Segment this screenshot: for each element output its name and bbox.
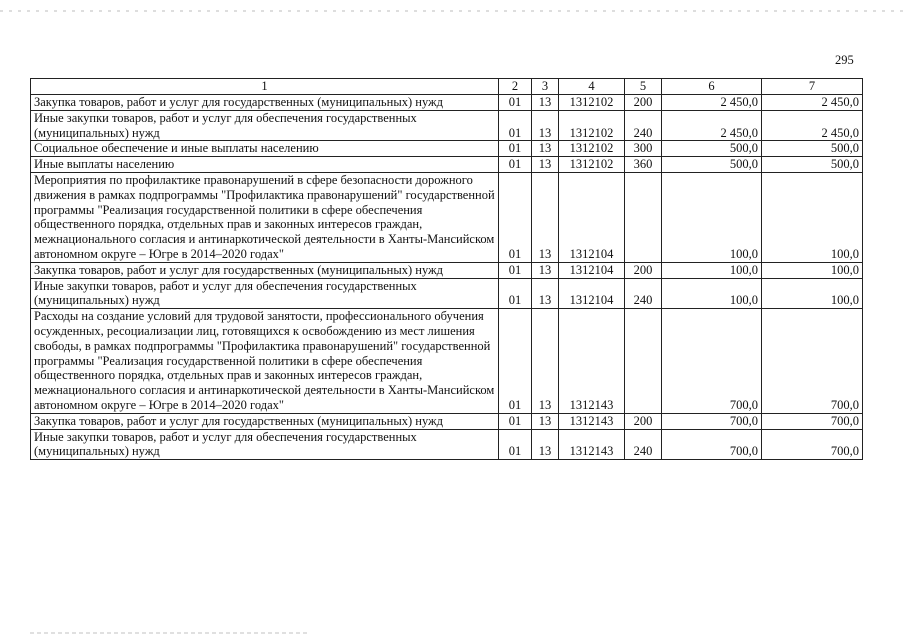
row-amount-col7: 100,0 xyxy=(762,278,863,309)
budget-table xyxy=(30,78,863,460)
row-target-article-code: 1312102 xyxy=(559,110,625,141)
row-section-code: 01 xyxy=(499,110,532,141)
table-row xyxy=(31,110,863,141)
row-subsection-code: 13 xyxy=(532,110,559,141)
row-target-article-code: 1312104 xyxy=(559,172,625,262)
row-section-code: 01 xyxy=(499,413,532,429)
column-header: 7 xyxy=(762,79,863,95)
row-section-code: 01 xyxy=(499,278,532,309)
column-header: 1 xyxy=(31,79,499,95)
row-description: Закупка товаров, работ и услуг для государственных (муниципальных) нужд xyxy=(31,413,499,429)
row-target-article-code: 1312102 xyxy=(559,141,625,157)
column-header: 6 xyxy=(662,79,762,95)
column-header: 3 xyxy=(532,79,559,95)
table-row xyxy=(31,278,863,309)
table-row xyxy=(31,309,863,414)
row-expense-type-code: 240 xyxy=(625,429,662,460)
row-description: Расходы на создание условий для трудовой занятости, профессионального обучения осужденных, ресоциализации лиц, готовящихся к освобождению из мест лишения свободы, в рамках подпрограммы "Профилактика правонарушений" государственной программы "Реализация государственной политики в сфере обеспечения общественного порядка, отдельных прав и законных интересов граждан, межнационального согласия и антинаркотической деятельности в Ханты-Мансийском автономном округе – Югре в 2014–2020 годах" xyxy=(31,309,499,414)
row-amount-col7: 700,0 xyxy=(762,413,863,429)
row-subsection-code: 13 xyxy=(532,309,559,414)
row-section-code: 01 xyxy=(499,429,532,460)
row-expense-type-code: 240 xyxy=(625,278,662,309)
row-amount-col7: 100,0 xyxy=(762,262,863,278)
row-amount-col7: 100,0 xyxy=(762,172,863,262)
table-row xyxy=(31,172,863,262)
row-expense-type-code: 200 xyxy=(625,262,662,278)
row-amount-col6: 2 450,0 xyxy=(662,95,762,111)
scan-artifact-bottom xyxy=(30,632,310,634)
row-amount-col6: 500,0 xyxy=(662,157,762,173)
table-row xyxy=(31,141,863,157)
row-amount-col6: 500,0 xyxy=(662,141,762,157)
row-expense-type-code: 200 xyxy=(625,413,662,429)
table-row xyxy=(31,429,863,460)
page-number: 295 xyxy=(835,53,854,67)
row-amount-col6: 100,0 xyxy=(662,172,762,262)
row-target-article-code: 1312143 xyxy=(559,309,625,414)
row-section-code: 01 xyxy=(499,309,532,414)
row-section-code: 01 xyxy=(499,95,532,111)
table-row xyxy=(31,157,863,173)
row-amount-col6: 100,0 xyxy=(662,278,762,309)
row-amount-col7: 500,0 xyxy=(762,141,863,157)
row-amount-col6: 2 450,0 xyxy=(662,110,762,141)
row-amount-col7: 500,0 xyxy=(762,157,863,173)
row-subsection-code: 13 xyxy=(532,95,559,111)
row-amount-col7: 700,0 xyxy=(762,309,863,414)
row-description: Иные выплаты населению xyxy=(31,157,499,173)
row-target-article-code: 1312104 xyxy=(559,262,625,278)
row-description: Социальное обеспечение и иные выплаты населению xyxy=(31,141,499,157)
row-description: Мероприятия по профилактике правонарушений в сфере безопасности дорожного движения в рамках подпрограммы "Профилактика правонарушений" государственной программы "Реализация государственной политики в сфере обеспечения общественного порядка, отдельных прав и законных интересов граждан, межнационального согласия и антинаркотической деятельности в Ханты-Мансийском автономном округе – Югре в 2014–2020 годах" xyxy=(31,172,499,262)
row-amount-col6: 700,0 xyxy=(662,413,762,429)
row-amount-col7: 700,0 xyxy=(762,429,863,460)
row-subsection-code: 13 xyxy=(532,172,559,262)
row-target-article-code: 1312102 xyxy=(559,95,625,111)
row-expense-type-code: 360 xyxy=(625,157,662,173)
row-description: Закупка товаров, работ и услуг для государственных (муниципальных) нужд xyxy=(31,262,499,278)
row-expense-type-code: 200 xyxy=(625,95,662,111)
table-row xyxy=(31,262,863,278)
row-description: Иные закупки товаров, работ и услуг для обеспечения государственных (муниципальных) нужд xyxy=(31,429,499,460)
row-section-code: 01 xyxy=(499,141,532,157)
row-amount-col7: 2 450,0 xyxy=(762,110,863,141)
row-subsection-code: 13 xyxy=(532,141,559,157)
row-description: Иные закупки товаров, работ и услуг для обеспечения государственных (муниципальных) нужд xyxy=(31,110,499,141)
row-amount-col6: 100,0 xyxy=(662,262,762,278)
row-section-code: 01 xyxy=(499,157,532,173)
row-expense-type-code xyxy=(625,309,662,414)
row-subsection-code: 13 xyxy=(532,262,559,278)
row-description: Закупка товаров, работ и услуг для государственных (муниципальных) нужд xyxy=(31,95,499,111)
row-expense-type-code: 300 xyxy=(625,141,662,157)
row-amount-col6: 700,0 xyxy=(662,429,762,460)
row-amount-col6: 700,0 xyxy=(662,309,762,414)
row-amount-col7: 2 450,0 xyxy=(762,95,863,111)
table-header-row xyxy=(31,79,863,95)
scan-artifact-top xyxy=(0,10,905,12)
row-subsection-code: 13 xyxy=(532,157,559,173)
row-section-code: 01 xyxy=(499,172,532,262)
table-body xyxy=(31,95,863,460)
row-subsection-code: 13 xyxy=(532,429,559,460)
column-header: 5 xyxy=(625,79,662,95)
table-row xyxy=(31,95,863,111)
column-header: 2 xyxy=(499,79,532,95)
row-target-article-code: 1312143 xyxy=(559,413,625,429)
row-section-code: 01 xyxy=(499,262,532,278)
column-header: 4 xyxy=(559,79,625,95)
row-expense-type-code xyxy=(625,172,662,262)
row-description: Иные закупки товаров, работ и услуг для обеспечения государственных (муниципальных) нужд xyxy=(31,278,499,309)
row-subsection-code: 13 xyxy=(532,278,559,309)
row-target-article-code: 1312104 xyxy=(559,278,625,309)
row-subsection-code: 13 xyxy=(532,413,559,429)
row-target-article-code: 1312143 xyxy=(559,429,625,460)
row-target-article-code: 1312102 xyxy=(559,157,625,173)
row-expense-type-code: 240 xyxy=(625,110,662,141)
table-row xyxy=(31,413,863,429)
